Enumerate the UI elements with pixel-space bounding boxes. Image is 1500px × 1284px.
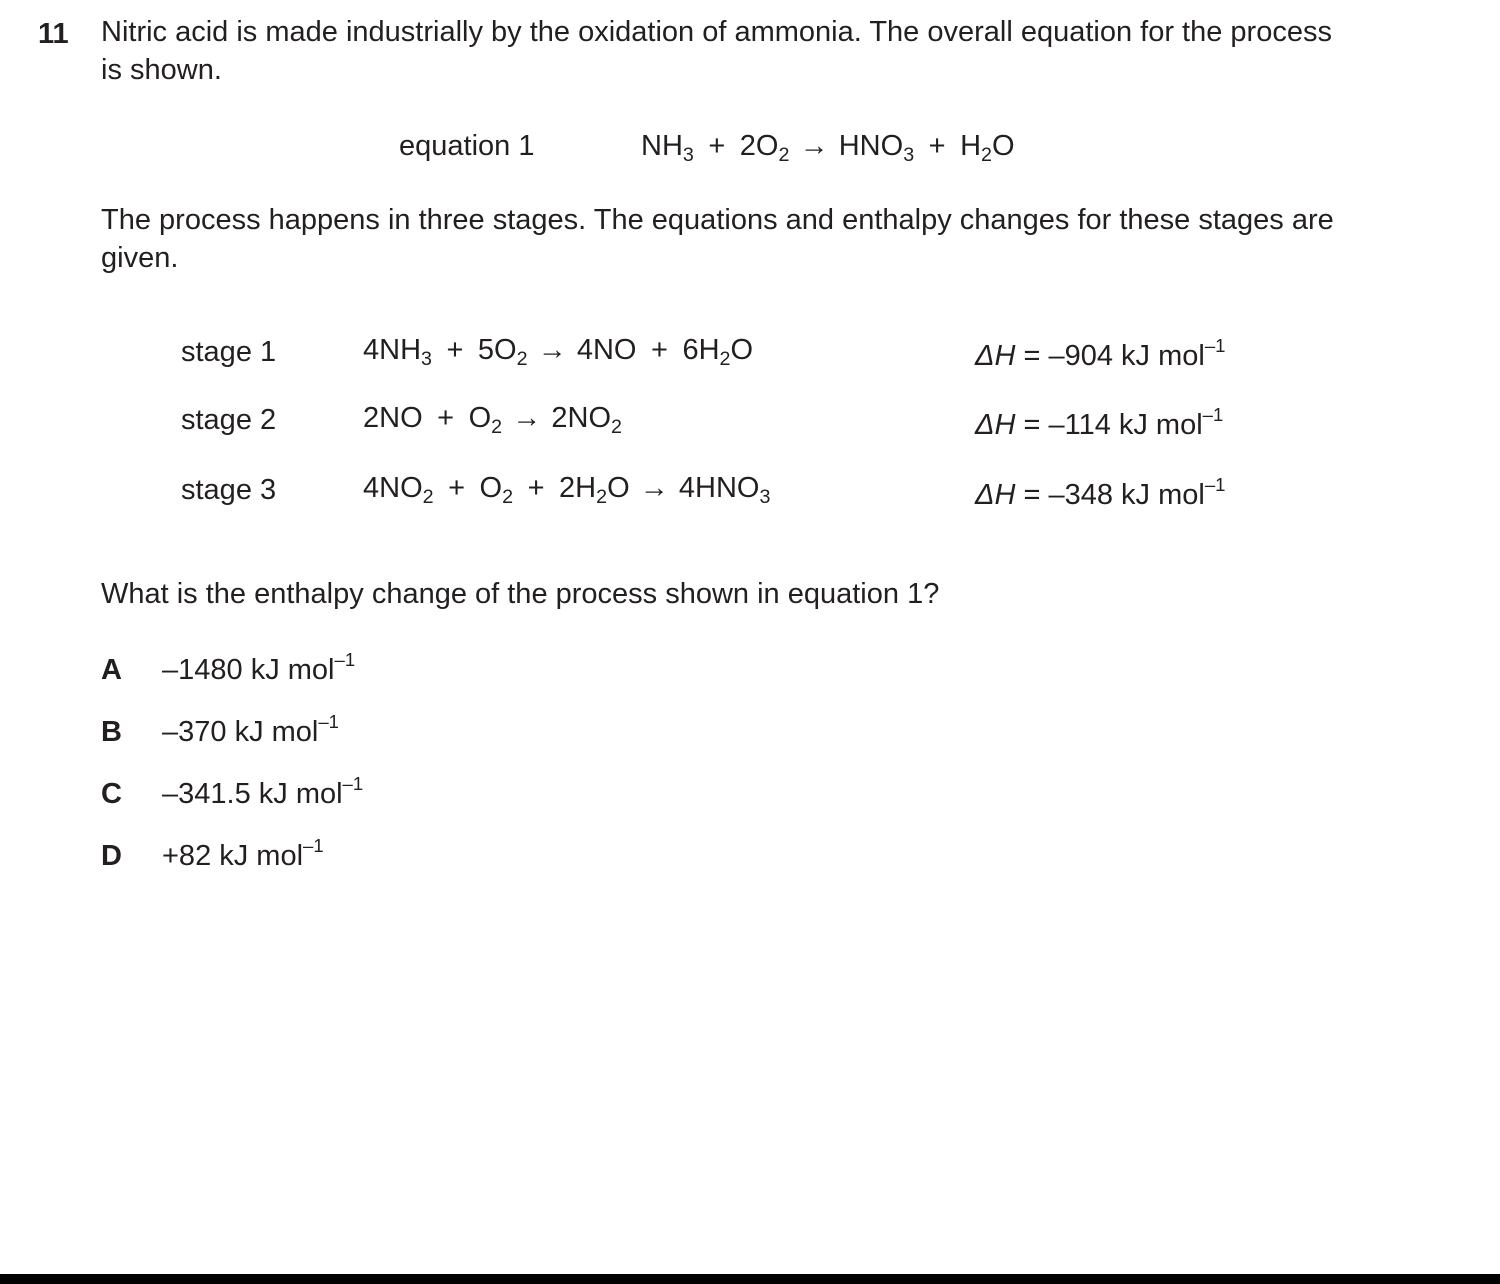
intro-line-1: Nitric acid is made industrially by the oxidation of ammonia. The overall equation for the process [101, 16, 1332, 48]
option-c-letter: C [101, 778, 122, 810]
option-d-letter: D [101, 840, 122, 872]
eq1-product-2b: O [992, 130, 1015, 162]
stage-2-label: stage 2 [181, 404, 277, 436]
option-d-value: +82 kJ mol$^{-1}$ [162, 834, 324, 872]
eq1-reactant-2: 2O [739, 130, 779, 162]
option-c-value: –341.5 kJ mol$^{-1}$ [162, 772, 364, 810]
stage-1-label: stage 1 [181, 336, 277, 368]
stage-3-enthalpy: ΔH = –348 kJ mol$^{-1}$ [975, 473, 1226, 511]
option-b-value: –370 kJ mol$^{-1}$ [162, 710, 339, 748]
question-prompt: What is the enthalpy change of the process shown in equation 1? [101, 578, 940, 610]
equation-1 [641, 130, 1015, 167]
eq1-plus-2: + [928, 130, 946, 162]
option-a-letter: A [101, 654, 122, 686]
eq1-product-2-sub: 2 [981, 144, 993, 167]
equation-1-label: equation 1 [399, 130, 535, 162]
stages-intro-line-2: given. [101, 242, 179, 274]
intro-line-2: is shown. [101, 54, 222, 86]
eq1-product-1-sub: 3 [903, 144, 915, 167]
eq1-plus-1: + [708, 130, 726, 162]
stage-1-equation: $4NH_3 + 5O_2 \to 4NO + 6H_2O$ [363, 334, 754, 371]
option-b-letter: B [101, 716, 122, 748]
option-a-value: –1480 kJ mol$^{-1}$ [162, 648, 356, 686]
page-bottom-bar [0, 1274, 1500, 1284]
eq1-product-1: HNO [838, 130, 904, 162]
stage-2-enthalpy: ΔH = –114 kJ mol$^{-1}$ [975, 403, 1224, 441]
eq1-reactant-2-sub: 2 [778, 144, 790, 167]
stages-intro-line-1: The process happens in three stages. The equations and enthalpy changes for these stages are [101, 204, 1334, 236]
question-number: 11 [38, 18, 69, 50]
stage-2-equation: $2NO + O_2 \to 2NO_2$ [363, 402, 622, 439]
stage-3-equation: $4NO_2 + O_2 + 2H_2O \to 4HNO_3$ [363, 472, 771, 509]
eq1-product-2a: H [960, 130, 982, 162]
eq1-reactant-1-sub: 3 [682, 144, 694, 167]
stage-1-enthalpy: ΔH = –904 kJ mol$^{-1}$ [975, 334, 1226, 372]
eq1-arrow: → [799, 130, 829, 162]
stage-3-label: stage 3 [181, 474, 277, 506]
eq1-reactant-1: NH [641, 130, 683, 162]
